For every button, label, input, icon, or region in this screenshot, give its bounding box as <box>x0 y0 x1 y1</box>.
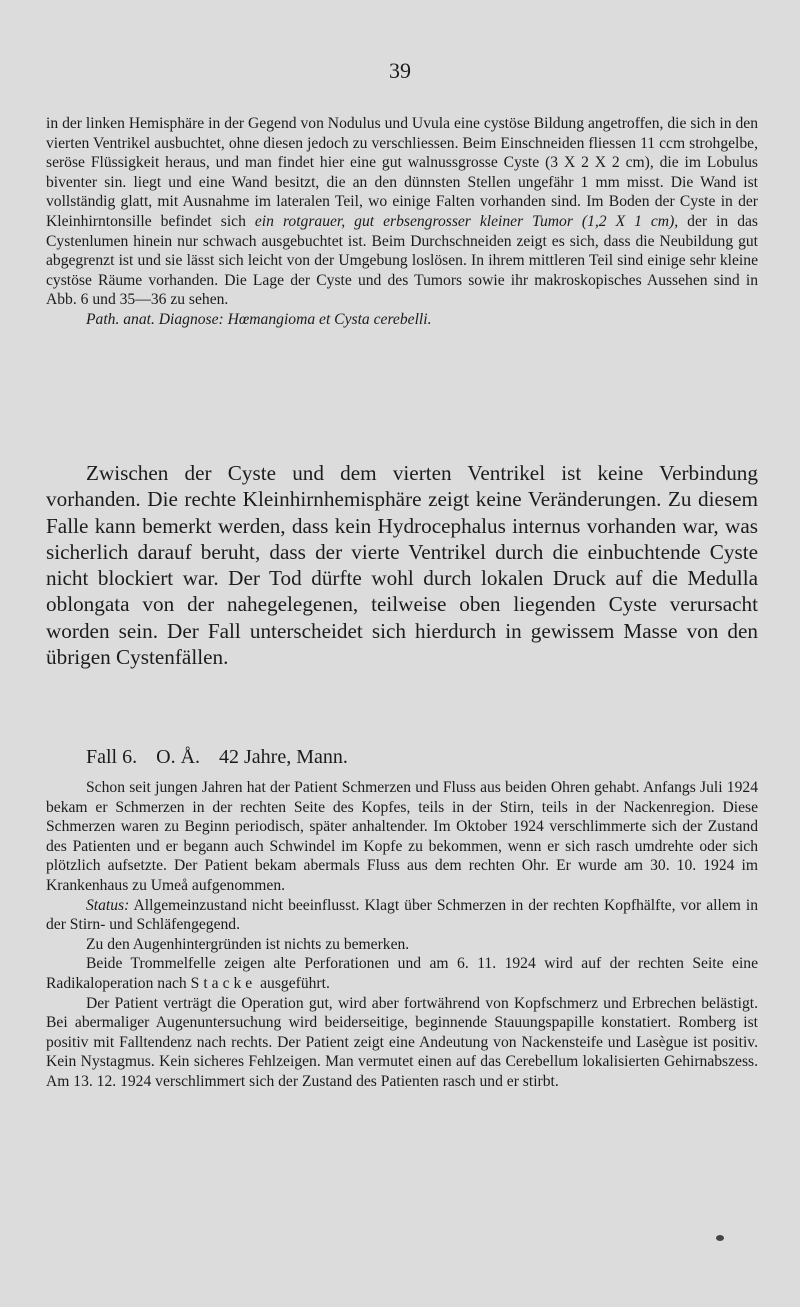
case-5-discussion <box>46 460 758 670</box>
autopsy-text-start: in der linken Hemisphäre in der Gegend von Nodulus und Uvula eine cystöse Bildung angetroffen, die sich in den vierten Ventrikel ausbuchtet, ohne diesen jedoch zu verschliessen. Beim Einschneiden fliessen 11 ccm strohgelbe, seröse Flüssigkeit heraus, und man findet hier eine gut walnussgrosse Cyste (3 X 2 X 2 cm), die im Lobulus biventer sin. liegt und eine Wand besitzt, die an den dünnsten Stellen ungefähr 1 mm misst. Die Wand ist vollständig glatt, mit Ausnahme im lateralen Teil, wo einige Falten vorhanden sind. Im Boden der Cyste in der Kleinhirntonsille befindet sich <box>46 115 758 230</box>
case-5-autopsy-text <box>46 114 758 330</box>
discussion-paragraph: Zwischen der Cyste und dem vierten Ventrikel ist keine Verbindung vorhanden. Die rechte Kleinhirnhemisphäre zeigt keine Veränderungen. Zu diesem Falle kann bemerkt werden, dass kein Hydrocephalus internus vorhanden war, was sicherlich darauf beruht, dass der vierte Ventrikel durch die einbuchtende Cyste nicht blockiert war. Der Tod dürfte wohl durch lokalen Druck auf die Medulla oblongata von der nahegelegenen, teilweise oben liegenden Cyste verursacht worden sein. Der Fall unterscheidet sich hierdurch in gewissem Masse von den übrigen Cystenfällen. <box>46 461 758 670</box>
status-label: Status: <box>86 896 130 914</box>
course-paragraph: Der Patient verträgt die Operation gut, wird aber fortwährend von Kopfschmerz und Erbrechen belästigt. Bei abermaliger Augenuntersuchung wird beiderseitige, beginnende Stauungspapille konstatiert. Romberg ist positiv mit Falltendenz nach rechts. Der Patient zeigt eine Andeutung von Nackensteife und Lasègue ist positiv. Kein Nystagmus. Kein sicheres Fehlzeigen. Man vermutet einen auf das Cerebellum lokalisierten Gehirnabszess. Am 13. 12. 1924 verschlimmert sich der Zustand des Patienten rasch und er stirbt. <box>46 994 758 1090</box>
surgeon-name: Stacke <box>190 974 257 992</box>
patient-initials: O. Å. <box>156 746 201 768</box>
operation-text-start: Beide Trommelfelle zeigen alte Perforationen und am 6. 11. 1924 wird auf der rechten Seite eine Radikaloperation nach <box>46 955 758 992</box>
tumor-description: ein rotgrauer, gut erbsengrosser kleiner Tumor (1,2 X 1 cm), <box>254 212 679 230</box>
status-text: Allgemeinzustand nicht beeinflusst. Klagt über Schmerzen in der rechten Kopfhälfte, vor allem in der Stirn- und Schläfengegend. <box>46 896 758 934</box>
pathological-diagnosis: Path. anat. Diagnose: Hœmangioma et Cysta cerebelli. <box>86 310 432 328</box>
fundus-paragraph: Zu den Augenhintergründen ist nichts zu bemerken. <box>86 935 410 953</box>
autopsy-paragraph <box>46 114 758 310</box>
patient-age-sex: 42 Jahre, Mann. <box>219 746 348 768</box>
ink-spot <box>716 1235 724 1241</box>
case-6-history <box>46 778 758 1092</box>
status-paragraph <box>46 896 758 935</box>
autopsy-text-end: der in das Cystenlumen hinein nur schwach ausgebuchtet ist. Beim Durchschneiden zeigt es sich, dass die Neubildung gut abgegrenzt ist und sie lässt sich leicht von der Umgebung loslösen. In ihrem mittleren Teil sind einige sehr kleine cystöse Räume vorhanden. Die Lage der Cyste und des Tumors sowie ihr makroskopisches Aussehen sind in Abb. 6 und 35—36 zu sehen. <box>46 212 758 309</box>
case-label: Fall 6. <box>86 746 138 768</box>
page-number: 39 <box>389 58 411 83</box>
operation-text-end: ausgeführt. <box>260 974 330 992</box>
operation-paragraph <box>46 954 758 993</box>
case-6-heading <box>86 744 362 770</box>
history-paragraph: Schon seit jungen Jahren hat der Patient Schmerzen und Fluss aus beiden Ohren gehabt. Anfangs Juli 1924 bekam er Schmerzen in der rechten Seite des Kopfes, teils in der Stirn, teils in der Nackenregion. Diese Schmerzen waren zu Beginn periodisch, später anhaltender. Im Oktober 1924 verschlimmerte sich der Zustand des Patienten und er begann auch Schwindel im Kopfe zu bekommen, wenn er sich rasch umdrehte oder sich plötzlich aufsetzte. Der Patient bekam abermals Fluss aus dem rechten Ohr. Er wurde am 30. 10. 1924 im Krankenhaus zu Umeå aufgenommen. <box>46 779 758 894</box>
